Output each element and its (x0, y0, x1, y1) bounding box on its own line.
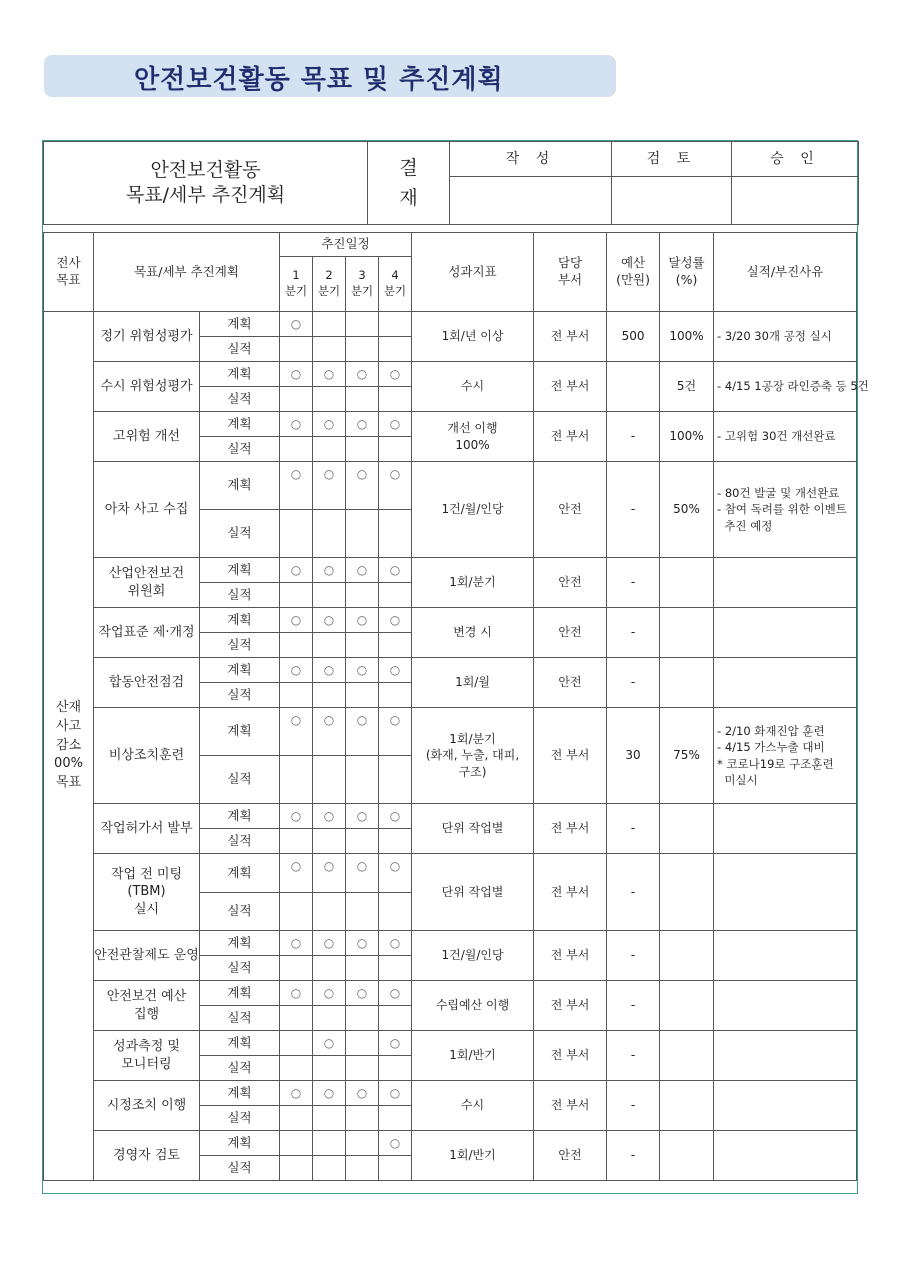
plan-label: 계획 (200, 362, 280, 387)
schedule-mark-q2[interactable]: ○ (313, 854, 346, 893)
schedule-mark-q1[interactable]: ○ (280, 658, 313, 683)
actual-mark-q3[interactable] (346, 337, 379, 362)
actual-mark-q1[interactable] (280, 633, 313, 658)
rate-cell: 75% (660, 708, 714, 804)
header-quarter-1: 1 분기 (280, 257, 313, 312)
result-cell (714, 981, 857, 1031)
kpi-cell: 1건/월/인당 (412, 931, 534, 981)
plan-label: 계획 (200, 981, 280, 1006)
schedule-mark-q1[interactable]: ○ (280, 708, 313, 756)
schedule-mark-q4[interactable]: ○ (379, 658, 412, 683)
schedule-mark-q3[interactable]: ○ (346, 1081, 379, 1106)
plan-label: 계획 (200, 1131, 280, 1156)
plan-label: 계획 (200, 312, 280, 337)
schedule-mark-q4[interactable]: ○ (379, 804, 412, 829)
task-name: 작업허가서 발부 (94, 804, 200, 854)
plan-label: 계획 (200, 854, 280, 893)
approval-label: 결 재 (368, 142, 450, 225)
actual-mark-q3[interactable] (346, 893, 379, 931)
rate-cell (660, 1081, 714, 1131)
actual-mark-q4[interactable] (379, 756, 412, 804)
actual-mark-q1[interactable] (280, 1006, 313, 1031)
actual-mark-q1[interactable] (280, 829, 313, 854)
header-detail-plan: 목표/세부 추진계획 (94, 233, 280, 312)
task-name: 정기 위험성평가 (94, 312, 200, 362)
result-note: - 4/15 가스누출 대비 (717, 740, 825, 755)
actual-mark-q4[interactable] (379, 1156, 412, 1181)
budget-cell (607, 362, 660, 412)
budget-cell: 30 (607, 708, 660, 804)
sign-box-review[interactable] (612, 177, 732, 225)
plan-body (44, 312, 869, 1181)
page-title: 안전보건활동 목표 및 추진계획 (134, 65, 504, 95)
schedule-mark-q4[interactable]: ○ (379, 1131, 412, 1156)
budget-cell: - (607, 854, 660, 931)
sign-label-author: 작 성 (450, 142, 612, 177)
schedule-mark-q3[interactable]: ○ (346, 608, 379, 633)
actual-mark-q3[interactable] (346, 956, 379, 981)
dept-cell: 전 부서 (534, 1081, 607, 1131)
task-name: 산업안전보건 위원회 (94, 558, 200, 608)
kpi-cell: 1회/반기 (412, 1031, 534, 1081)
schedule-mark-q2[interactable]: ○ (313, 608, 346, 633)
actual-label: 실적 (200, 1006, 280, 1031)
rate-cell: 50% (660, 462, 714, 558)
schedule-mark-q1[interactable]: ○ (280, 558, 313, 583)
schedule-mark-q1[interactable]: ○ (280, 312, 313, 337)
actual-mark-q1[interactable] (280, 387, 313, 412)
actual-mark-q3[interactable] (346, 633, 379, 658)
schedule-mark-q1[interactable]: ○ (280, 462, 313, 510)
budget-cell: - (607, 658, 660, 708)
actual-mark-q4[interactable] (379, 956, 412, 981)
actual-mark-q2[interactable] (313, 1156, 346, 1181)
plan-row (44, 608, 857, 633)
result-note: * 코로나19로 구조훈련 (717, 756, 834, 771)
actual-label: 실적 (200, 683, 280, 708)
approval-table (43, 141, 859, 225)
budget-cell: - (607, 931, 660, 981)
budget-cell: 500 (607, 312, 660, 362)
actual-mark-q1[interactable] (280, 510, 313, 558)
schedule-mark-q2[interactable]: ○ (313, 362, 346, 387)
result-note: - 3/20 30개 공정 실시 (717, 329, 832, 344)
schedule-mark-q1[interactable]: ○ (280, 608, 313, 633)
budget-cell: - (607, 1081, 660, 1131)
kpi-cell: 변경 시 (412, 608, 534, 658)
schedule-mark-q2[interactable]: ○ (313, 804, 346, 829)
actual-mark-q1[interactable] (280, 756, 313, 804)
dept-cell: 전 부서 (534, 362, 607, 412)
plan-row (44, 362, 857, 387)
schedule-mark-q2[interactable]: ○ (313, 412, 346, 437)
actual-mark-q1[interactable] (280, 683, 313, 708)
schedule-mark-q1[interactable]: ○ (280, 854, 313, 893)
actual-mark-q3[interactable] (346, 437, 379, 462)
plan-row (44, 462, 857, 510)
result-cell (714, 658, 857, 708)
task-name: 안전보건 예산 집행 (94, 981, 200, 1031)
schedule-mark-q4[interactable]: ○ (379, 931, 412, 956)
actual-mark-q2[interactable] (313, 1106, 346, 1131)
schedule-mark-q1[interactable] (280, 1031, 313, 1056)
actual-mark-q3[interactable] (346, 387, 379, 412)
header-rate: 달성률 (%) (660, 233, 714, 312)
result-note: - 2/10 화재진압 훈련 (717, 724, 825, 739)
schedule-mark-q4[interactable]: ○ (379, 981, 412, 1006)
actual-mark-q4[interactable] (379, 1006, 412, 1031)
actual-label: 실적 (200, 756, 280, 804)
kpi-cell: 1회/분기 (412, 558, 534, 608)
plan-label: 계획 (200, 608, 280, 633)
header-quarter-3: 3 분기 (346, 257, 379, 312)
budget-cell: - (607, 558, 660, 608)
kpi-cell: 수시 (412, 362, 534, 412)
schedule-mark-q1[interactable]: ○ (280, 804, 313, 829)
sign-label-review: 검 토 (612, 142, 732, 177)
task-name: 고위험 개선 (94, 412, 200, 462)
schedule-mark-q3[interactable]: ○ (346, 708, 379, 756)
kpi-cell: 수립예산 이행 (412, 981, 534, 1031)
schedule-mark-q4[interactable]: ○ (379, 708, 412, 756)
dept-cell: 안전 (534, 658, 607, 708)
plan-row (44, 854, 857, 893)
kpi-cell: 단위 작업별 (412, 804, 534, 854)
rate-cell (660, 931, 714, 981)
plan-row (44, 1081, 857, 1106)
dept-cell: 안전 (534, 1131, 607, 1181)
actual-mark-q4[interactable] (379, 583, 412, 608)
dept-cell: 전 부서 (534, 804, 607, 854)
kpi-cell: 1회/반기 (412, 1131, 534, 1181)
actual-mark-q1[interactable] (280, 1156, 313, 1181)
actual-label: 실적 (200, 437, 280, 462)
schedule-mark-q1[interactable]: ○ (280, 412, 313, 437)
schedule-mark-q3[interactable]: ○ (346, 854, 379, 893)
task-name: 시정조치 이행 (94, 1081, 200, 1131)
budget-cell: - (607, 608, 660, 658)
actual-mark-q3[interactable] (346, 1006, 379, 1031)
header-budget: 예산 (만원) (607, 233, 660, 312)
schedule-mark-q3[interactable]: ○ (346, 658, 379, 683)
dept-cell: 안전 (534, 558, 607, 608)
actual-mark-q1[interactable] (280, 956, 313, 981)
actual-mark-q4[interactable] (379, 1056, 412, 1081)
schedule-mark-q3[interactable] (346, 312, 379, 337)
actual-label: 실적 (200, 633, 280, 658)
task-name: 아차 사고 수집 (94, 462, 200, 558)
actual-mark-q3[interactable] (346, 829, 379, 854)
actual-mark-q4[interactable] (379, 893, 412, 931)
actual-mark-q3[interactable] (346, 583, 379, 608)
schedule-mark-q1[interactable]: ○ (280, 362, 313, 387)
result-cell (714, 362, 869, 412)
actual-mark-q2[interactable] (313, 756, 346, 804)
actual-mark-q3[interactable] (346, 1156, 379, 1181)
actual-label: 실적 (200, 1056, 280, 1081)
schedule-mark-q1[interactable] (280, 1131, 313, 1156)
schedule-mark-q4[interactable] (379, 312, 412, 337)
header-quarter-4: 4 분기 (379, 257, 412, 312)
actual-label: 실적 (200, 1106, 280, 1131)
document-frame (42, 140, 869, 1194)
result-cell (714, 708, 857, 804)
sign-box-approve[interactable] (732, 177, 859, 225)
kpi-cell: 개선 이행 100% (412, 412, 534, 462)
schedule-mark-q2[interactable]: ○ (313, 708, 346, 756)
plan-table (43, 232, 869, 1181)
plan-label: 계획 (200, 1031, 280, 1056)
result-note: - 참여 독려를 위한 이벤트 (717, 502, 847, 517)
plan-label: 계획 (200, 462, 280, 510)
header-kpi: 성과지표 (412, 233, 534, 312)
actual-mark-q4[interactable] (379, 1106, 412, 1131)
schedule-mark-q3[interactable]: ○ (346, 981, 379, 1006)
result-cell (714, 1031, 857, 1081)
header-dept: 담당 부서 (534, 233, 607, 312)
sign-box-author[interactable] (450, 177, 612, 225)
rate-cell: 100% (660, 312, 714, 362)
actual-mark-q2[interactable] (313, 1006, 346, 1031)
plan-row (44, 1031, 857, 1056)
kpi-cell: 단위 작업별 (412, 854, 534, 931)
result-cell (714, 1131, 857, 1181)
budget-cell: - (607, 1131, 660, 1181)
title-banner (44, 55, 616, 97)
header-result: 실적/부진사유 (714, 233, 857, 312)
dept-cell: 안전 (534, 608, 607, 658)
plan-row (44, 312, 857, 337)
actual-label: 실적 (200, 829, 280, 854)
schedule-mark-q4[interactable]: ○ (379, 558, 412, 583)
task-name: 성과측정 및 모니터링 (94, 1031, 200, 1081)
header-quarter-2: 2 분기 (313, 257, 346, 312)
actual-mark-q2[interactable] (313, 829, 346, 854)
actual-mark-q3[interactable] (346, 510, 379, 558)
actual-mark-q1[interactable] (280, 437, 313, 462)
result-cell (714, 1081, 857, 1131)
dept-cell: 전 부서 (534, 412, 607, 462)
result-note: - 고위험 30건 개선완료 (717, 429, 836, 444)
task-name: 비상조치훈련 (94, 708, 200, 804)
schedule-mark-q2[interactable]: ○ (313, 981, 346, 1006)
actual-label: 실적 (200, 956, 280, 981)
dept-cell: 전 부서 (534, 981, 607, 1031)
document-title: 안전보건활동 목표/세부 추진계획 (44, 142, 368, 225)
plan-label: 계획 (200, 708, 280, 756)
plan-row (44, 1131, 857, 1156)
plan-row (44, 804, 857, 829)
dept-cell: 전 부서 (534, 312, 607, 362)
schedule-mark-q1[interactable]: ○ (280, 1081, 313, 1106)
actual-mark-q4[interactable] (379, 633, 412, 658)
schedule-mark-q2[interactable]: ○ (313, 658, 346, 683)
result-cell (714, 312, 857, 362)
plan-label: 계획 (200, 1081, 280, 1106)
actual-label: 실적 (200, 1156, 280, 1181)
schedule-mark-q1[interactable]: ○ (280, 931, 313, 956)
actual-mark-q2[interactable] (313, 1056, 346, 1081)
rate-cell (660, 981, 714, 1031)
actual-mark-q2[interactable] (313, 337, 346, 362)
schedule-mark-q3[interactable]: ○ (346, 362, 379, 387)
schedule-mark-q4[interactable]: ○ (379, 608, 412, 633)
kpi-cell: 1회/년 이상 (412, 312, 534, 362)
plan-row (44, 412, 857, 437)
sign-label-approve: 승 인 (732, 142, 859, 177)
actual-mark-q2[interactable] (313, 956, 346, 981)
header-company-goal: 전사 목표 (44, 233, 94, 312)
actual-mark-q1[interactable] (280, 337, 313, 362)
rate-cell (660, 804, 714, 854)
dept-cell: 안전 (534, 462, 607, 558)
dept-cell: 전 부서 (534, 1031, 607, 1081)
plan-label: 계획 (200, 658, 280, 683)
actual-label: 실적 (200, 893, 280, 931)
plan-row (44, 658, 857, 683)
actual-mark-q2[interactable] (313, 583, 346, 608)
plan-label: 계획 (200, 804, 280, 829)
plan-row (44, 558, 857, 583)
actual-mark-q1[interactable] (280, 1106, 313, 1131)
actual-mark-q2[interactable] (313, 437, 346, 462)
dept-cell: 전 부서 (534, 931, 607, 981)
actual-mark-q4[interactable] (379, 510, 412, 558)
schedule-mark-q4[interactable]: ○ (379, 1081, 412, 1106)
schedule-mark-q2[interactable]: ○ (313, 1031, 346, 1056)
plan-row (44, 708, 857, 756)
schedule-mark-q3[interactable]: ○ (346, 804, 379, 829)
schedule-mark-q3[interactable]: ○ (346, 462, 379, 510)
schedule-mark-q4[interactable]: ○ (379, 462, 412, 510)
task-name: 작업 전 미팅(TBM) 실시 (94, 854, 200, 931)
result-cell (714, 558, 857, 608)
actual-label: 실적 (200, 337, 280, 362)
result-cell (714, 412, 857, 462)
schedule-mark-q2[interactable]: ○ (313, 462, 346, 510)
kpi-cell: 수시 (412, 1081, 534, 1131)
actual-mark-q2[interactable] (313, 683, 346, 708)
schedule-mark-q2[interactable]: ○ (313, 931, 346, 956)
actual-mark-q2[interactable] (313, 893, 346, 931)
actual-mark-q1[interactable] (280, 893, 313, 931)
rate-cell (660, 608, 714, 658)
kpi-cell: 1회/월 (412, 658, 534, 708)
schedule-mark-q3[interactable]: ○ (346, 412, 379, 437)
rate-cell: 100% (660, 412, 714, 462)
schedule-mark-q3[interactable] (346, 1131, 379, 1156)
actual-mark-q4[interactable] (379, 437, 412, 462)
rate-cell (660, 1131, 714, 1181)
rate-cell (660, 558, 714, 608)
budget-cell: - (607, 412, 660, 462)
rate-cell (660, 658, 714, 708)
actual-mark-q4[interactable] (379, 683, 412, 708)
header-schedule: 추진일정 (280, 233, 412, 257)
schedule-mark-q2[interactable] (313, 312, 346, 337)
actual-mark-q2[interactable] (313, 387, 346, 412)
schedule-mark-q2[interactable]: ○ (313, 558, 346, 583)
result-cell (714, 804, 857, 854)
schedule-mark-q3[interactable]: ○ (346, 931, 379, 956)
actual-mark-q3[interactable] (346, 683, 379, 708)
schedule-mark-q1[interactable]: ○ (280, 981, 313, 1006)
budget-cell: - (607, 804, 660, 854)
actual-mark-q1[interactable] (280, 1056, 313, 1081)
actual-mark-q4[interactable] (379, 387, 412, 412)
plan-label: 계획 (200, 931, 280, 956)
budget-cell: - (607, 462, 660, 558)
result-cell (714, 931, 857, 981)
task-name: 작업표준 제·개정 (94, 608, 200, 658)
schedule-mark-q2[interactable]: ○ (313, 1081, 346, 1106)
budget-cell: - (607, 981, 660, 1031)
actual-mark-q3[interactable] (346, 1056, 379, 1081)
plan-label: 계획 (200, 412, 280, 437)
schedule-mark-q4[interactable]: ○ (379, 854, 412, 893)
actual-mark-q2[interactable] (313, 633, 346, 658)
task-name: 안전관찰제도 운영 (94, 931, 200, 981)
actual-label: 실적 (200, 387, 280, 412)
rate-cell (660, 1031, 714, 1081)
result-note: 미실시 (717, 772, 758, 787)
task-name: 합동안전점검 (94, 658, 200, 708)
actual-mark-q3[interactable] (346, 756, 379, 804)
kpi-cell: 1건/월/인당 (412, 462, 534, 558)
result-note: - 80건 발굴 및 개선완료 (717, 486, 840, 501)
result-cell (714, 608, 857, 658)
actual-label: 실적 (200, 510, 280, 558)
result-note: - 4/15 1공장 라인증축 등 5건 (717, 379, 869, 394)
plan-row (44, 981, 857, 1006)
goal-category: 산재 사고 감소 00% 목표 (44, 312, 94, 1181)
budget-cell: - (607, 1031, 660, 1081)
task-name: 경영자 검토 (94, 1131, 200, 1181)
actual-mark-q4[interactable] (379, 829, 412, 854)
dept-cell: 전 부서 (534, 708, 607, 804)
actual-mark-q3[interactable] (346, 1106, 379, 1131)
schedule-mark-q4[interactable]: ○ (379, 362, 412, 387)
plan-label: 계획 (200, 558, 280, 583)
plan-row (44, 931, 857, 956)
schedule-mark-q3[interactable]: ○ (346, 558, 379, 583)
result-cell (714, 462, 857, 558)
rate-cell: 5건 (660, 362, 714, 412)
actual-mark-q2[interactable] (313, 510, 346, 558)
dept-cell: 전 부서 (534, 854, 607, 931)
task-name: 수시 위험성평가 (94, 362, 200, 412)
result-note: 추진 예정 (717, 518, 773, 533)
schedule-mark-q3[interactable] (346, 1031, 379, 1056)
result-cell (714, 854, 857, 931)
actual-mark-q4[interactable] (379, 337, 412, 362)
schedule-mark-q2[interactable] (313, 1131, 346, 1156)
actual-label: 실적 (200, 583, 280, 608)
schedule-mark-q4[interactable]: ○ (379, 1031, 412, 1056)
actual-mark-q1[interactable] (280, 583, 313, 608)
schedule-mark-q4[interactable]: ○ (379, 412, 412, 437)
rate-cell (660, 854, 714, 931)
kpi-cell: 1회/분기 (화재, 누출, 대피, 구조) (412, 708, 534, 804)
